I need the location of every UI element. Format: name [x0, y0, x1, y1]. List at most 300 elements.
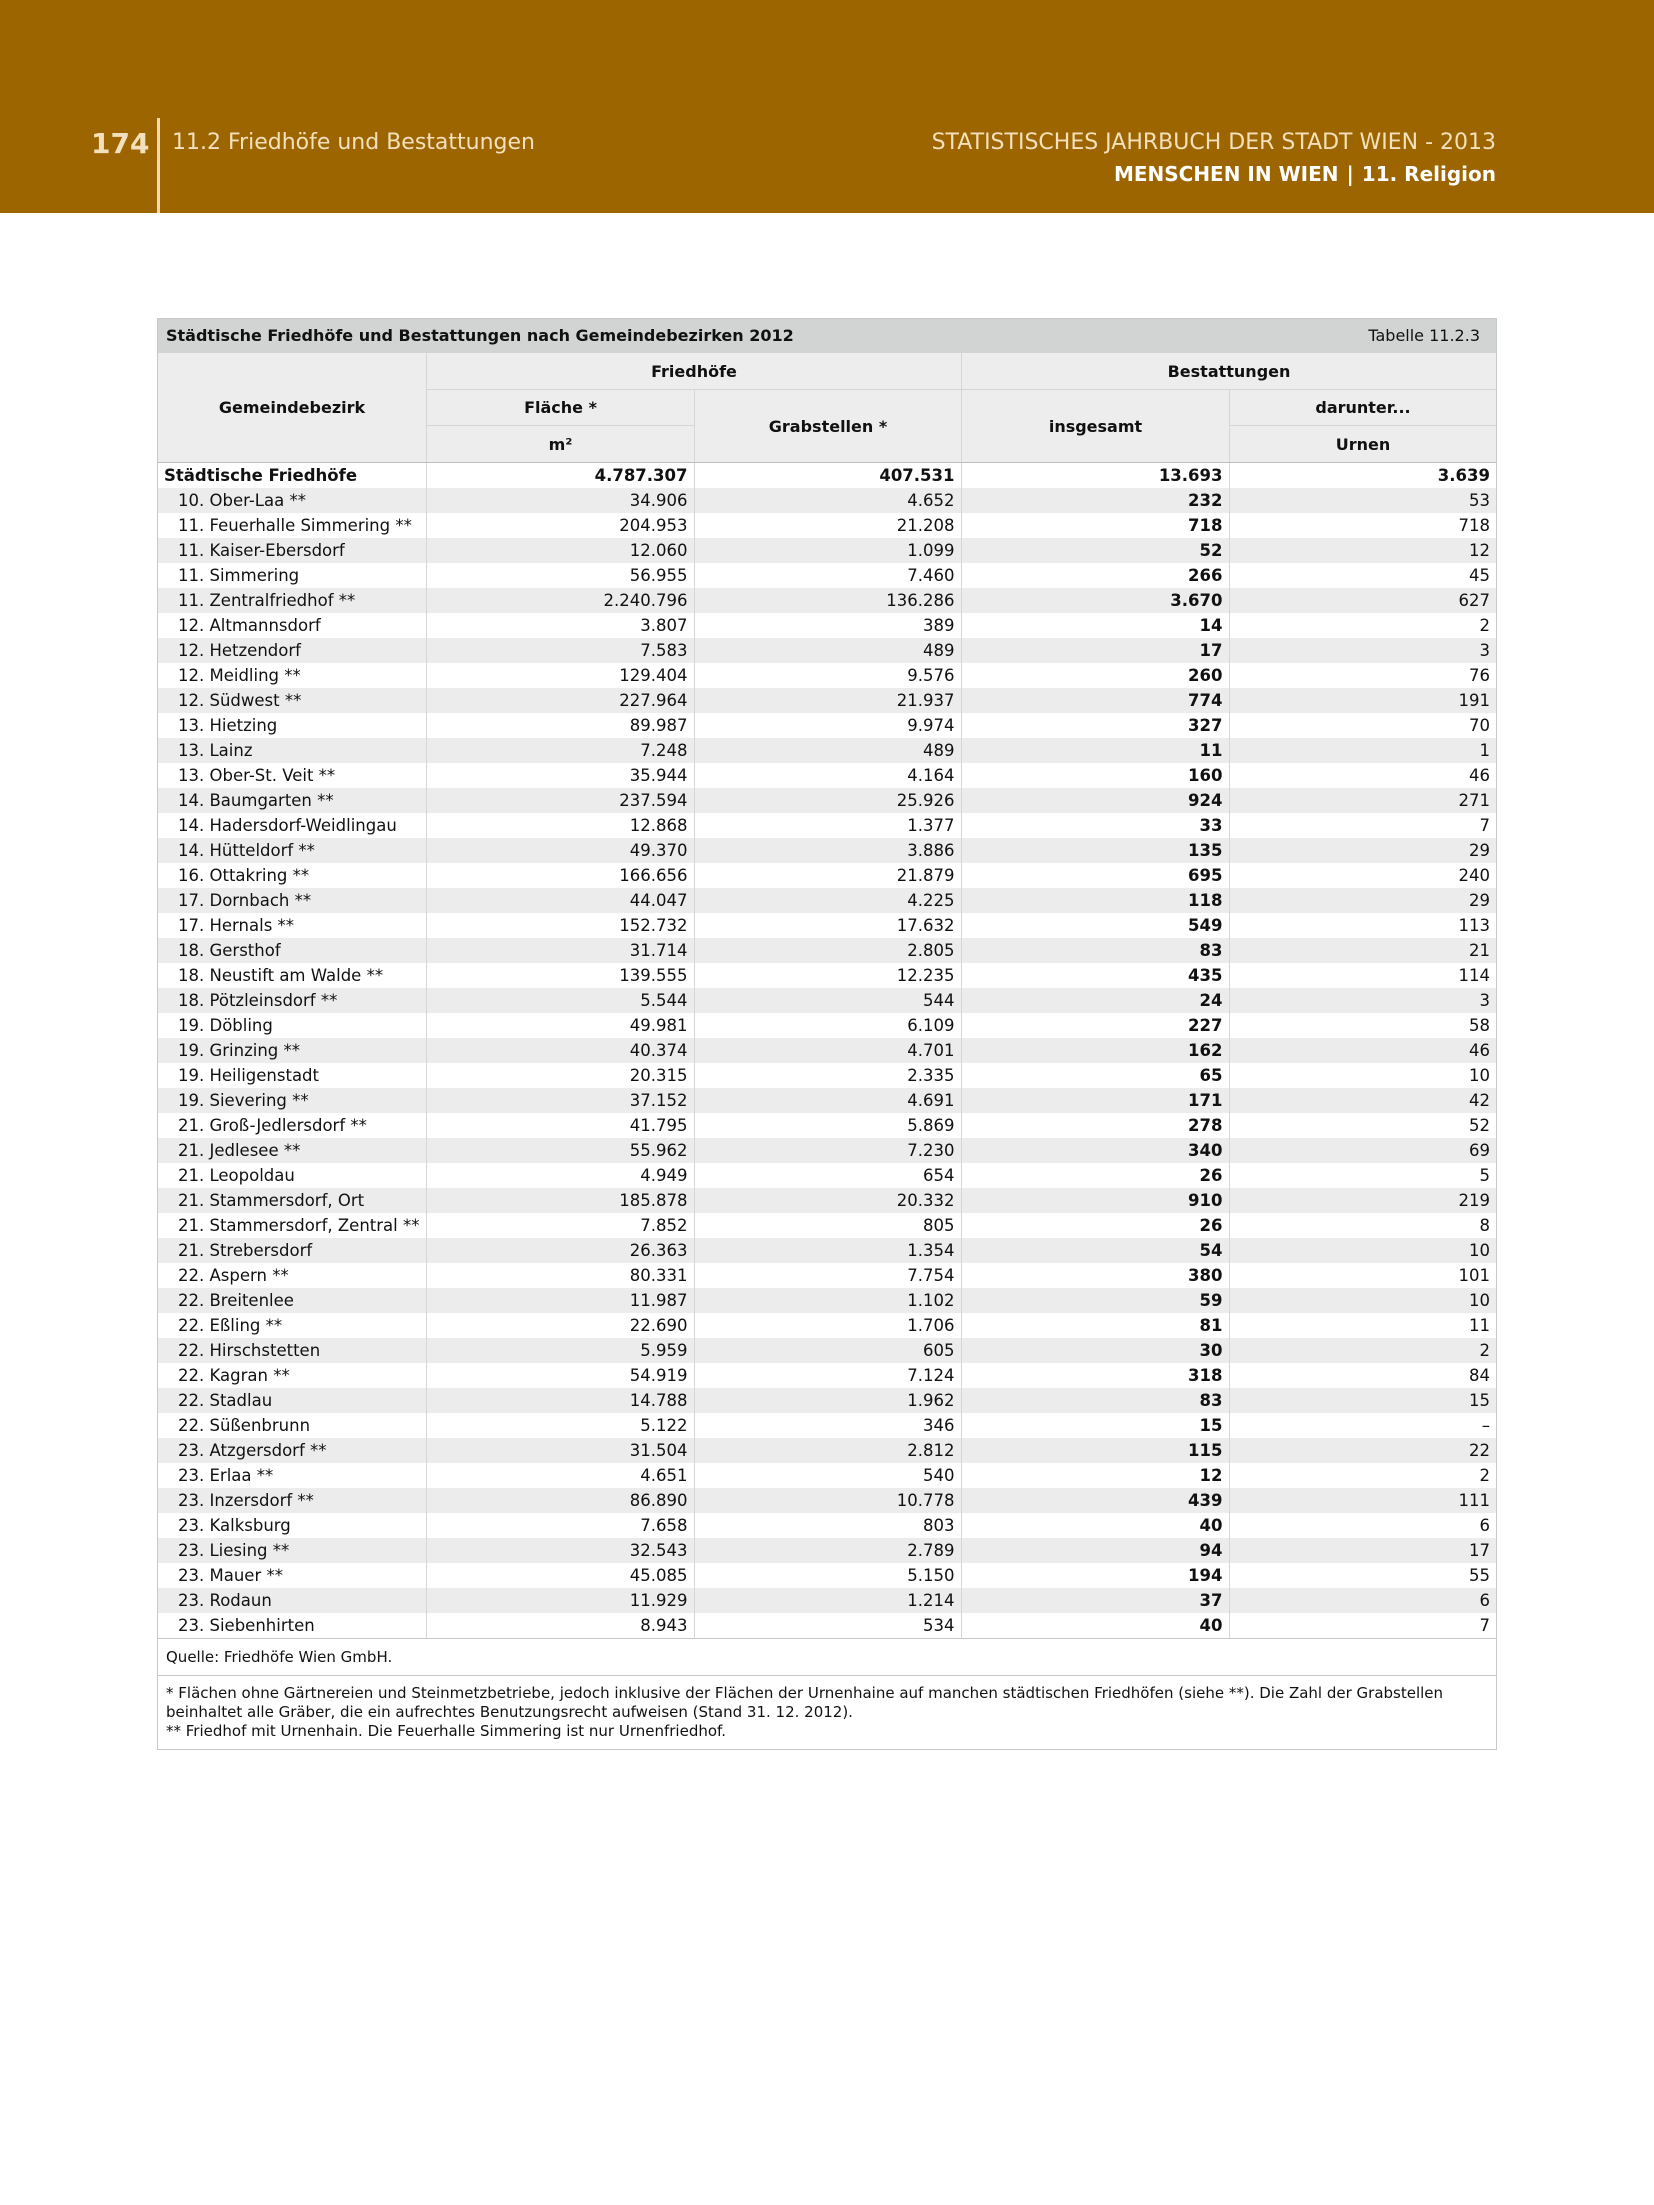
area-cell: 204.953: [426, 513, 694, 538]
urns-cell: 11: [1229, 1313, 1496, 1338]
area-cell: 4.949: [426, 1163, 694, 1188]
area-cell: 55.962: [426, 1138, 694, 1163]
district-cell: 12. Altmannsdorf: [178, 616, 321, 635]
area-cell: 227.964: [426, 688, 694, 713]
table-header: [158, 353, 1496, 462]
area-cell: 7.852: [426, 1213, 694, 1238]
area-cell: 11.929: [426, 1588, 694, 1613]
urns-cell: 10: [1229, 1238, 1496, 1263]
table-row: [158, 1488, 1496, 1513]
district-cell: 19. Grinzing **: [158, 1038, 426, 1063]
district-cell: 19. Sievering **: [158, 1088, 426, 1113]
yearbook-title: STATISTISCHES JAHRBUCH DER STADT WIEN - 2013: [931, 130, 1496, 155]
area-cell: 12.868: [426, 813, 694, 838]
graves-cell: 489: [694, 638, 961, 663]
header-area: Fläche *: [426, 389, 694, 425]
graves-cell: 17.632: [694, 913, 961, 938]
graves-cell: 346: [694, 1413, 961, 1438]
footnote-2: ** Friedhof mit Urnenhain. Die Feuerhalle Simmering ist nur Urnenfriedhof.: [166, 1722, 726, 1740]
graves-cell: 654: [694, 1163, 961, 1188]
district-cell: 21. Jedlesee **: [158, 1138, 426, 1163]
table-row: [158, 988, 1496, 1013]
header-area-unit: m²: [426, 425, 694, 462]
district-cell: 23. Rodaun: [158, 1588, 426, 1613]
area-cell: 89.987: [426, 713, 694, 738]
table-row: [158, 1188, 1496, 1213]
area-cell: 31.504: [426, 1438, 694, 1463]
area-cell: 41.795: [426, 1113, 694, 1138]
area-cell: 31.714: [426, 938, 694, 963]
table-row: [158, 1038, 1496, 1063]
table-row: [158, 913, 1496, 938]
table-row: [158, 1263, 1496, 1288]
table-row: [158, 863, 1496, 888]
table-row: [158, 588, 1496, 613]
area-cell: 49.981: [426, 1013, 694, 1038]
table-row: [158, 1513, 1496, 1538]
district-cell: 23. Kalksburg: [178, 1516, 291, 1535]
table-row: [158, 838, 1496, 863]
district-cell: 18. Pötzleinsdorf **: [158, 988, 426, 1013]
burials-total-cell: 327: [961, 713, 1229, 738]
district-cell: 22. Süßenbrunn: [178, 1416, 311, 1435]
urns-cell: 70: [1229, 713, 1496, 738]
table-row: [158, 1538, 1496, 1563]
area-cell: 56.955: [426, 563, 694, 588]
district-cell: 17. Hernals **: [178, 916, 295, 935]
urns-cell: 2: [1229, 1463, 1496, 1488]
graves-cell: 136.286: [694, 588, 961, 613]
area-cell: 12.060: [426, 538, 694, 563]
urns-cell: 3.639: [1229, 463, 1496, 489]
burials-total-cell: 695: [961, 863, 1229, 888]
burials-total-cell: 194: [961, 1563, 1229, 1588]
graves-cell: 5.150: [694, 1563, 961, 1588]
table-row: [158, 1088, 1496, 1113]
urns-cell: 271: [1229, 788, 1496, 813]
burials-total-cell: 81: [961, 1313, 1229, 1338]
area-cell: 34.906: [426, 488, 694, 513]
burials-total-cell: 30: [961, 1338, 1229, 1363]
burials-total-cell: 266: [961, 563, 1229, 588]
graves-cell: 1.099: [694, 538, 961, 563]
graves-cell: 803: [694, 1513, 961, 1538]
area-cell: 44.047: [426, 888, 694, 913]
urns-cell: 12: [1229, 538, 1496, 563]
burials-total-cell: 26: [961, 1213, 1229, 1238]
graves-cell: 1.706: [694, 1313, 961, 1338]
table-row: [158, 1363, 1496, 1388]
burials-total-cell: 115: [961, 1438, 1229, 1463]
urns-cell: 111: [1229, 1488, 1496, 1513]
burials-total-cell: 14: [961, 613, 1229, 638]
burials-total-cell: 232: [961, 488, 1229, 513]
table-row: [158, 688, 1496, 713]
table-row: [158, 763, 1496, 788]
graves-cell: 4.164: [694, 763, 961, 788]
page-header-banner: [0, 0, 1654, 213]
graves-cell: 544: [694, 988, 961, 1013]
table-row: [158, 1388, 1496, 1413]
burials-total-cell: 59: [961, 1288, 1229, 1313]
burials-total-cell: 118: [961, 888, 1229, 913]
urns-cell: 191: [1229, 688, 1496, 713]
area-cell: 14.788: [426, 1388, 694, 1413]
area-cell: 5.959: [426, 1338, 694, 1363]
header-total: insgesamt: [961, 389, 1229, 462]
urns-cell: 58: [1229, 1013, 1496, 1038]
graves-cell: 2.335: [694, 1063, 961, 1088]
data-table: [158, 462, 1496, 1638]
graves-cell: 9.974: [694, 713, 961, 738]
district-cell: 22. Stadlau: [158, 1388, 426, 1413]
chapter-title: [1114, 162, 1496, 186]
urns-cell: 22: [1229, 1438, 1496, 1463]
graves-cell: 5.869: [694, 1113, 961, 1138]
graves-cell: 1.354: [694, 1238, 961, 1263]
graves-cell: 1.102: [694, 1288, 961, 1313]
urns-cell: 7: [1229, 1613, 1496, 1638]
table-row: [158, 1113, 1496, 1138]
graves-cell: 540: [694, 1463, 961, 1488]
urns-cell: 46: [1229, 763, 1496, 788]
page-number: 174: [91, 127, 150, 160]
urns-cell: 3: [1229, 988, 1496, 1013]
urns-cell: 46: [1229, 1038, 1496, 1063]
table-row: [158, 638, 1496, 663]
graves-cell: 4.225: [694, 888, 961, 913]
district-cell: 17. Dornbach **: [158, 888, 426, 913]
graves-cell: 6.109: [694, 1013, 961, 1038]
urns-cell: 76: [1229, 663, 1496, 688]
urns-cell: 10: [1229, 1288, 1496, 1313]
urns-cell: 29: [1229, 838, 1496, 863]
area-cell: 86.890: [426, 1488, 694, 1513]
urns-cell: 627: [1229, 588, 1496, 613]
district-cell: 23. Atzgersdorf **: [158, 1438, 426, 1463]
graves-cell: 2.805: [694, 938, 961, 963]
district-cell: 19. Döbling: [178, 1016, 273, 1035]
table-row: [158, 1413, 1496, 1438]
table-source: Quelle: Friedhöfe Wien GmbH.: [158, 1638, 1496, 1675]
table-row: [158, 488, 1496, 513]
burials-total-cell: 774: [961, 688, 1229, 713]
area-cell: 3.807: [426, 613, 694, 638]
burials-total-cell: 12: [961, 1463, 1229, 1488]
district-cell: 12. Hetzendorf: [158, 638, 426, 663]
burials-total-cell: 260: [961, 663, 1229, 688]
table-row: [158, 1563, 1496, 1588]
urns-cell: 10: [1229, 1063, 1496, 1088]
table-title: Städtische Friedhöfe und Bestattungen nach Gemeindebezirken 2012: [166, 326, 794, 345]
burials-total-cell: 227: [961, 1013, 1229, 1038]
burials-total-cell: 3.670: [961, 588, 1229, 613]
district-cell: 23. Liesing **: [158, 1538, 426, 1563]
table-row: [158, 1288, 1496, 1313]
area-cell: 8.943: [426, 1613, 694, 1638]
district-cell: 18. Gersthof: [158, 938, 426, 963]
graves-cell: 489: [694, 738, 961, 763]
chapter-part: MENSCHEN IN WIEN: [1113, 162, 1339, 186]
burials-total-cell: 439: [961, 1488, 1229, 1513]
burials-total-cell: 15: [961, 1413, 1229, 1438]
graves-cell: 1.377: [694, 813, 961, 838]
area-cell: 185.878: [426, 1188, 694, 1213]
graves-cell: 2.812: [694, 1438, 961, 1463]
header-graves: Grabstellen *: [694, 389, 961, 462]
urns-cell: 114: [1229, 963, 1496, 988]
urns-cell: 8: [1229, 1213, 1496, 1238]
area-cell: 2.240.796: [426, 588, 694, 613]
table-notes: [158, 1675, 1496, 1749]
footnote-1: * Flächen ohne Gärtnereien und Steinmetzbetriebe, jedoch inklusive der Flächen der Urnenhaine auf manchen städtischen Friedhöfen (siehe **). Die Zahl der Grabstellen beinhaltet alle Gräber, die ein aufrechtes Benutzungsrecht aufweisen (Stand 31. 12. 2012).: [166, 1684, 1444, 1721]
table-row: [158, 713, 1496, 738]
burials-total-cell: 52: [961, 538, 1229, 563]
area-cell: 4.787.307: [426, 463, 694, 489]
chapter-separator: |: [1346, 162, 1354, 186]
urns-cell: 2: [1229, 613, 1496, 638]
area-cell: 4.651: [426, 1463, 694, 1488]
district-cell: 10. Ober-Laa **: [158, 488, 426, 513]
urns-cell: 2: [1229, 1338, 1496, 1363]
graves-cell: 20.332: [694, 1188, 961, 1213]
urns-cell: 718: [1229, 513, 1496, 538]
urns-cell: 1: [1229, 738, 1496, 763]
graves-cell: 4.701: [694, 1038, 961, 1063]
burials-total-cell: 435: [961, 963, 1229, 988]
table-row: [158, 1438, 1496, 1463]
district-cell: 12. Meidling **: [178, 666, 301, 685]
district-cell: 18. Neustift am Walde **: [178, 966, 384, 985]
table-row: [158, 1213, 1496, 1238]
urns-cell: 45: [1229, 563, 1496, 588]
district-cell: 12. Südwest **: [158, 688, 426, 713]
graves-cell: 805: [694, 1213, 961, 1238]
graves-cell: 12.235: [694, 963, 961, 988]
area-cell: 7.583: [426, 638, 694, 663]
area-cell: 139.555: [426, 963, 694, 988]
urns-cell: 7: [1229, 813, 1496, 838]
table-row: [158, 788, 1496, 813]
burials-total-cell: 40: [961, 1613, 1229, 1638]
area-cell: 35.944: [426, 763, 694, 788]
area-cell: 45.085: [426, 1563, 694, 1588]
graves-cell: 605: [694, 1338, 961, 1363]
graves-cell: 4.652: [694, 488, 961, 513]
graves-cell: 1.962: [694, 1388, 961, 1413]
urns-cell: 3: [1229, 638, 1496, 663]
graves-cell: 2.789: [694, 1538, 961, 1563]
burials-total-cell: 549: [961, 913, 1229, 938]
graves-cell: 1.214: [694, 1588, 961, 1613]
urns-cell: 53: [1229, 488, 1496, 513]
area-cell: 5.122: [426, 1413, 694, 1438]
district-cell: 23. Erlaa **: [178, 1466, 274, 1485]
graves-cell: 21.208: [694, 513, 961, 538]
table-row: [158, 963, 1496, 988]
burials-total-cell: 54: [961, 1238, 1229, 1263]
burials-total-cell: 340: [961, 1138, 1229, 1163]
table-row: [158, 1063, 1496, 1088]
graves-cell: 21.879: [694, 863, 961, 888]
total-row: [158, 463, 1496, 489]
graves-cell: 389: [694, 613, 961, 638]
urns-cell: 113: [1229, 913, 1496, 938]
area-cell: 11.987: [426, 1288, 694, 1313]
table-row: [158, 613, 1496, 638]
table-row: [158, 663, 1496, 688]
table-row: [158, 1013, 1496, 1038]
graves-cell: 9.576: [694, 663, 961, 688]
burials-total-cell: 135: [961, 838, 1229, 863]
district-cell: 22. Aspern **: [178, 1266, 289, 1285]
table-number: Tabelle 11.2.3: [1368, 326, 1480, 345]
table-row: [158, 813, 1496, 838]
burials-total-cell: 83: [961, 1388, 1229, 1413]
table-row: [158, 1338, 1496, 1363]
burials-total-cell: 17: [961, 638, 1229, 663]
area-cell: 7.658: [426, 1513, 694, 1538]
table-row: [158, 513, 1496, 538]
urns-cell: 29: [1229, 888, 1496, 913]
area-cell: 49.370: [426, 838, 694, 863]
urns-cell: 42: [1229, 1088, 1496, 1113]
graves-cell: 3.886: [694, 838, 961, 863]
area-cell: 5.544: [426, 988, 694, 1013]
district-cell: 11. Simmering: [178, 566, 300, 585]
district-cell: 13. Hietzing: [178, 716, 278, 735]
district-cell: 22. Hirschstetten: [158, 1338, 426, 1363]
district-cell: 22. Eßling **: [178, 1316, 283, 1335]
burials-total-cell: 11: [961, 738, 1229, 763]
district-cell: 13. Lainz: [158, 738, 426, 763]
district-cell: 14. Baumgarten **: [158, 788, 426, 813]
burials-total-cell: 37: [961, 1588, 1229, 1613]
graves-cell: 25.926: [694, 788, 961, 813]
graves-cell: 534: [694, 1613, 961, 1638]
table-row: [158, 563, 1496, 588]
graves-cell: 7.230: [694, 1138, 961, 1163]
urns-cell: 240: [1229, 863, 1496, 888]
urns-cell: 17: [1229, 1538, 1496, 1563]
district-cell: 11. Zentralfriedhof **: [158, 588, 426, 613]
district-cell: 21. Stammersdorf, Zentral **: [178, 1216, 420, 1235]
burials-total-cell: 718: [961, 513, 1229, 538]
burials-total-cell: 94: [961, 1538, 1229, 1563]
header-burials: Bestattungen: [961, 353, 1496, 389]
urns-cell: 6: [1229, 1588, 1496, 1613]
area-cell: 237.594: [426, 788, 694, 813]
district-cell: 21. Groß-Jedlersdorf **: [178, 1116, 367, 1135]
table-row: [158, 1138, 1496, 1163]
burials-total-cell: 910: [961, 1188, 1229, 1213]
table-row: [158, 1613, 1496, 1638]
district-cell: 16. Ottakring **: [178, 866, 310, 885]
district-cell: 14. Hütteldorf **: [158, 838, 426, 863]
urns-cell: 52: [1229, 1113, 1496, 1138]
graves-cell: 21.937: [694, 688, 961, 713]
urns-cell: 5: [1229, 1163, 1496, 1188]
district-cell: 11. Feuerhalle Simmering **: [178, 516, 412, 535]
burials-total-cell: 160: [961, 763, 1229, 788]
area-cell: 22.690: [426, 1313, 694, 1338]
district-cell: 21. Strebersdorf: [158, 1238, 426, 1263]
district-cell: 19. Heiligenstadt: [178, 1066, 319, 1085]
table-row: [158, 738, 1496, 763]
district-cell: 22. Kagran **: [178, 1366, 290, 1385]
table-row: [158, 1463, 1496, 1488]
area-cell: 54.919: [426, 1363, 694, 1388]
area-cell: 26.363: [426, 1238, 694, 1263]
table-title-bar: [158, 319, 1496, 353]
urns-cell: 55: [1229, 1563, 1496, 1588]
area-cell: 32.543: [426, 1538, 694, 1563]
district-cell: 23. Mauer **: [178, 1566, 283, 1585]
area-cell: 80.331: [426, 1263, 694, 1288]
area-cell: 20.315: [426, 1063, 694, 1088]
urns-cell: 84: [1229, 1363, 1496, 1388]
urns-cell: 21: [1229, 938, 1496, 963]
table-row: [158, 1238, 1496, 1263]
graves-cell: 10.778: [694, 1488, 961, 1513]
table-row: [158, 1163, 1496, 1188]
burials-total-cell: 162: [961, 1038, 1229, 1063]
burials-total-cell: 83: [961, 938, 1229, 963]
urns-cell: 219: [1229, 1188, 1496, 1213]
area-cell: 40.374: [426, 1038, 694, 1063]
chapter-name: 11. Religion: [1361, 162, 1496, 186]
area-cell: 7.248: [426, 738, 694, 763]
area-cell: 37.152: [426, 1088, 694, 1113]
table-row: [158, 888, 1496, 913]
header-cemeteries: Friedhöfe: [426, 353, 961, 389]
burials-total-cell: 171: [961, 1088, 1229, 1113]
district-cell: Städtische Friedhöfe: [158, 463, 426, 489]
burials-total-cell: 318: [961, 1363, 1229, 1388]
district-cell: 14. Hadersdorf-Weidlingau: [178, 816, 397, 835]
burials-total-cell: 924: [961, 788, 1229, 813]
graves-cell: 7.124: [694, 1363, 961, 1388]
area-cell: 166.656: [426, 863, 694, 888]
urns-cell: –: [1229, 1413, 1496, 1438]
statistics-table: [157, 318, 1497, 1750]
graves-cell: 4.691: [694, 1088, 961, 1113]
urns-cell: 101: [1229, 1263, 1496, 1288]
district-cell: 13. Ober-St. Veit **: [178, 766, 336, 785]
burials-total-cell: 278: [961, 1113, 1229, 1138]
area-cell: 152.732: [426, 913, 694, 938]
area-cell: 129.404: [426, 663, 694, 688]
table-row: [158, 1588, 1496, 1613]
urns-cell: 15: [1229, 1388, 1496, 1413]
district-cell: 21. Leopoldau: [178, 1166, 295, 1185]
table-row: [158, 1313, 1496, 1338]
header-thereof: darunter...: [1229, 389, 1496, 425]
district-cell: 23. Siebenhirten: [178, 1616, 315, 1635]
table-row: [158, 538, 1496, 563]
burials-total-cell: 26: [961, 1163, 1229, 1188]
burials-total-cell: 65: [961, 1063, 1229, 1088]
burials-total-cell: 40: [961, 1513, 1229, 1538]
urns-cell: 6: [1229, 1513, 1496, 1538]
burials-total-cell: 13.693: [961, 463, 1229, 489]
district-cell: 22. Breitenlee: [158, 1288, 426, 1313]
district-cell: 21. Stammersdorf, Ort: [158, 1188, 426, 1213]
graves-cell: 407.531: [694, 463, 961, 489]
urns-cell: 69: [1229, 1138, 1496, 1163]
district-cell: 23. Inzersdorf **: [158, 1488, 426, 1513]
burials-total-cell: 24: [961, 988, 1229, 1013]
